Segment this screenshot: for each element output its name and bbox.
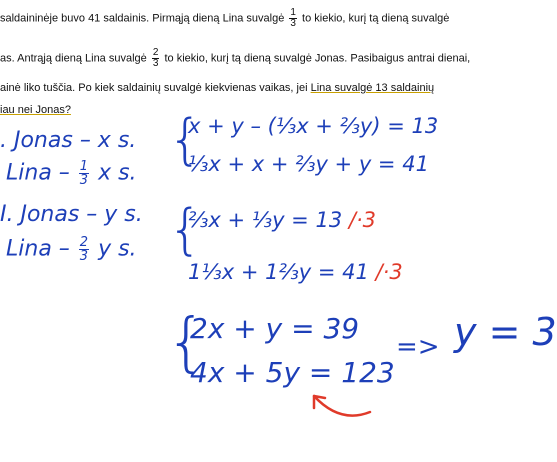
- system-brace: {: [168, 198, 203, 261]
- system2-equation-2: [188, 260, 403, 284]
- note-text: y s.: [98, 236, 137, 262]
- fraction-numerator: 1: [79, 159, 89, 174]
- problem-line-2: [0, 48, 470, 69]
- system1-equation-1: x + y – (⅓x + ⅔y) = 13: [188, 114, 439, 138]
- problem-text-underlined: iau nei Jonas?: [0, 104, 71, 116]
- problem-text: to kiekio, kurį tą dieną suvalgė: [302, 12, 450, 25]
- fraction-numerator: 1: [290, 7, 296, 18]
- problem-text: as. Antrąją dieną Lina suvalgė: [0, 52, 147, 65]
- note-lina-day2: [6, 236, 137, 263]
- fraction-denominator: 3: [290, 18, 296, 29]
- fraction-numerator: 2: [79, 235, 89, 250]
- result-y: y = 3: [454, 310, 557, 354]
- multiplier-annotation: /·3: [375, 260, 403, 284]
- note-text: Lina –: [6, 236, 70, 262]
- fraction-denominator: 3: [79, 249, 89, 264]
- problem-text: ainė liko tuščia. Po kiek saldainių suvalgė kiekvienas vaikas, jei: [0, 82, 311, 94]
- fraction: [152, 48, 160, 69]
- fraction: [289, 8, 297, 29]
- fraction: [79, 160, 89, 187]
- red-arrow-icon: [300, 384, 380, 424]
- equation-text: ⅔x + ⅓y = 13: [188, 208, 343, 232]
- system3-equation-1: 2x + y = 39: [190, 312, 360, 345]
- problem-text-underlined: Lina suvalgė 13 saldainių: [310, 82, 435, 94]
- note-jonas-day1: . Jonas – x s.: [0, 128, 137, 153]
- problem-line-1: [0, 8, 449, 29]
- note-text: Lina –: [6, 160, 70, 186]
- system1-equation-2: ⅓x + x + ⅔y + y = 41: [188, 152, 429, 176]
- fraction: [79, 236, 89, 263]
- system3-equation-2: 4x + 5y = 123: [190, 356, 395, 389]
- note-text: x s.: [98, 160, 137, 186]
- fraction-denominator: 3: [152, 58, 159, 69]
- problem-line-3: [0, 82, 434, 94]
- fraction-numerator: 2: [152, 47, 159, 58]
- implies-arrow: =>: [396, 332, 440, 362]
- problem-text: saldaininėje buvo 41 saldainis. Pirmąją dieną Lina suvalgė: [0, 12, 285, 25]
- note-lina-day1: [6, 160, 137, 187]
- fraction-denominator: 3: [79, 173, 89, 188]
- note-jonas-day2: I. Jonas – y s.: [0, 202, 143, 227]
- problem-text: to kiekio, kurį tą dieną suvalgė Jonas. Pasibaigus antrai dienai,: [164, 52, 471, 65]
- system-brace: {: [166, 306, 207, 380]
- system-brace: {: [168, 108, 203, 171]
- equation-text: 1⅓x + 1⅔y = 41: [188, 260, 369, 284]
- multiplier-annotation: /·3: [348, 208, 376, 232]
- system2-equation-1: [188, 208, 376, 232]
- problem-line-4: [0, 104, 71, 116]
